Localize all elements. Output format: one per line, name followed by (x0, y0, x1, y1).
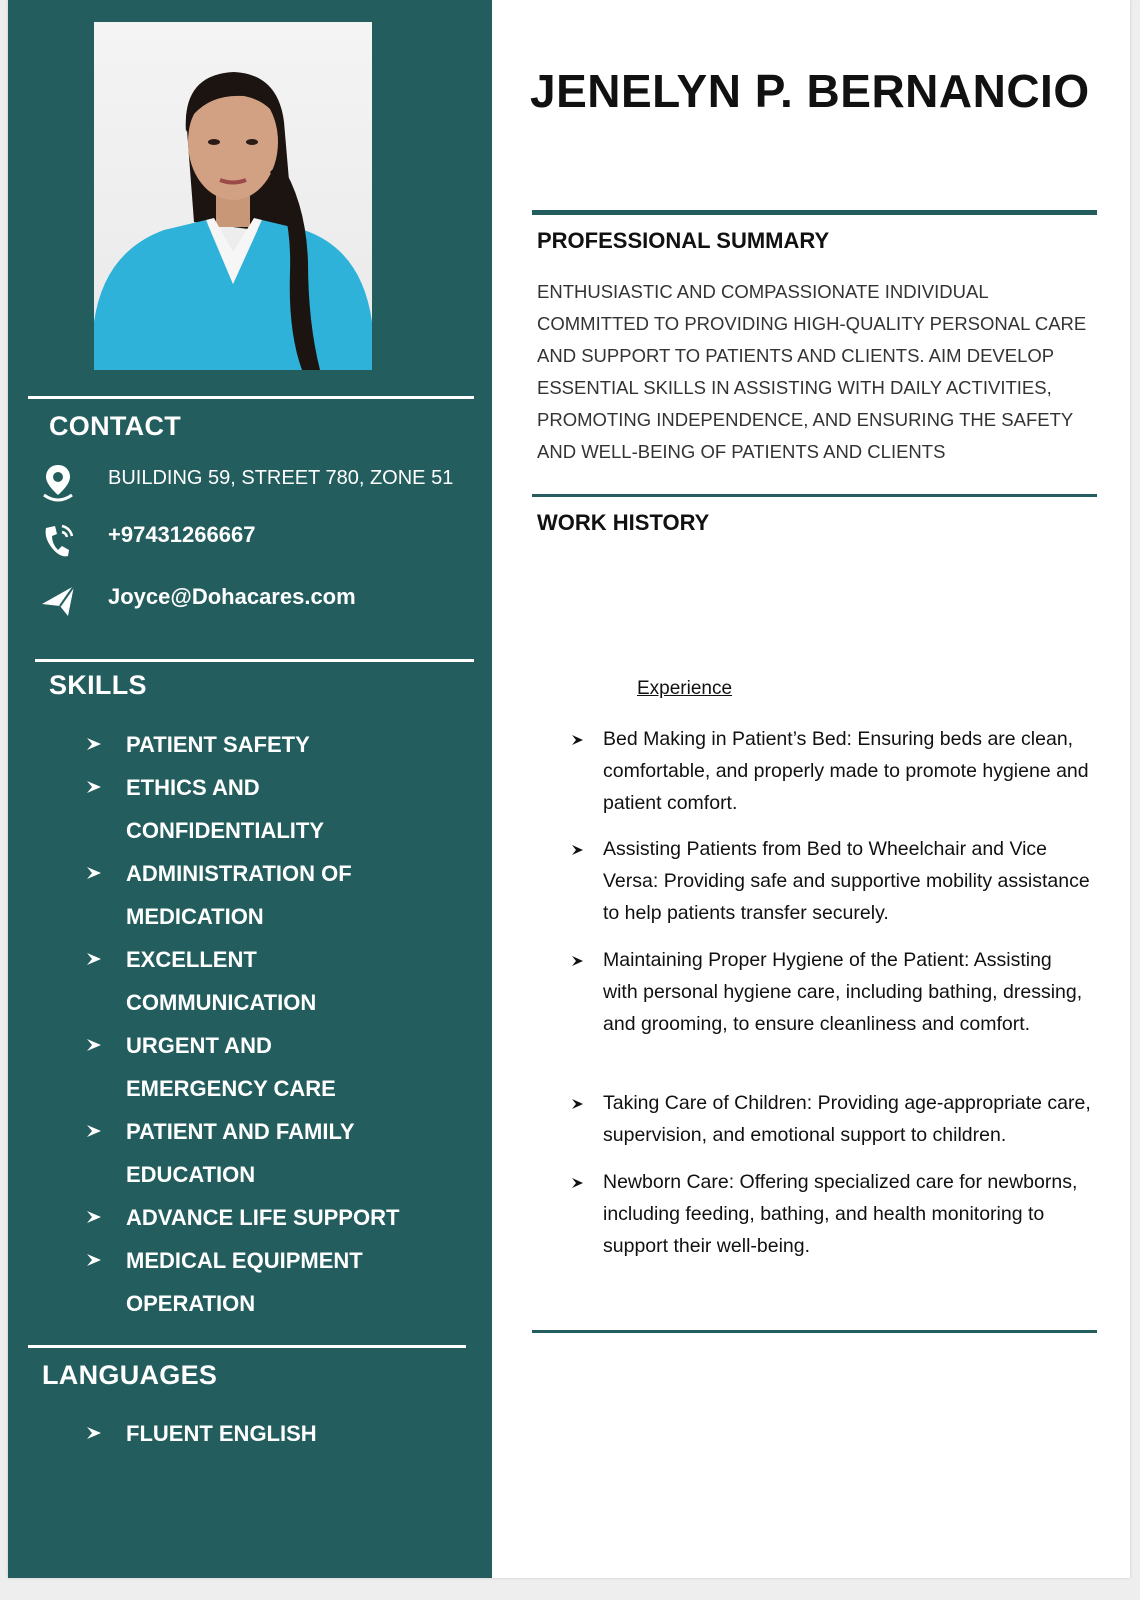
work-heading: WORK HISTORY (537, 510, 710, 535)
contact-email[interactable] (38, 578, 478, 622)
contact-address (38, 461, 478, 505)
send-icon (38, 578, 78, 622)
contact-phone[interactable] (38, 516, 478, 560)
skill-item: ADMINISTRATION OF MEDICATION (86, 852, 486, 938)
arrow-bullet-icon (86, 866, 102, 880)
summary-heading: PROFESSIONAL SUMMARY (537, 228, 830, 253)
phone-icon (38, 516, 78, 560)
location-pin-icon (38, 461, 78, 505)
skill-item: PATIENT SAFETY (86, 723, 486, 766)
experience-title: Experience (637, 678, 733, 699)
arrow-bullet-icon (571, 734, 584, 746)
arrow-bullet-icon (86, 1210, 102, 1224)
arrow-bullet-icon (571, 1177, 584, 1189)
experience-item: Bed Making in Patient’s Bed: Ensuring beds are clean, comfortable, and properly made to promote hygiene and patient comfort. (571, 723, 1091, 819)
summary-text: ENTHUSIASTIC AND COMPASSIONATE INDIVIDUAL COMMITTED TO PROVIDING HIGH-QUALITY PERSONAL CARE AND SUPPORT TO PATIENTS AND CLIENTS. AIM DEVELOP ESSENTIAL SKILLS IN ASSISTING WITH DAILY ACTIVITIES, PROMOTING INDEPENDENCE, AND ENSURING THE SAFETY AND WELL-BEING OF PATIENTS AND CLIENTS (537, 281, 1087, 462)
skill-item: ETHICS AND CONFIDENTIALITY (86, 766, 486, 852)
resume-page (8, 0, 1130, 1578)
skill-item: EXCELLENT COMMUNICATION (86, 938, 486, 1024)
contact-divider (28, 396, 474, 399)
skill-item: MEDICAL EQUIPMENT OPERATION (86, 1239, 486, 1325)
experience-item: Taking Care of Children: Providing age-appropriate care, supervision, and emotional support to children. (571, 1087, 1091, 1151)
skills-heading: SKILLS (49, 670, 147, 700)
language-item: FLUENT ENGLISH (86, 1412, 486, 1455)
arrow-bullet-icon (86, 1253, 102, 1267)
profile-photo (94, 22, 372, 370)
sidebar (8, 0, 492, 1578)
arrow-bullet-icon (571, 955, 584, 967)
arrow-bullet-icon (86, 780, 102, 794)
arrow-bullet-icon (86, 1038, 102, 1052)
summary-divider (532, 210, 1097, 215)
skill-item: ADVANCE LIFE SUPPORT (86, 1196, 486, 1239)
languages-divider (28, 1345, 466, 1348)
arrow-bullet-icon (86, 952, 102, 966)
arrow-bullet-icon (571, 844, 584, 856)
experience-item: Maintaining Proper Hygiene of the Patient: Assisting with personal hygiene care, including bathing, dressing, and grooming, to ensure cleanliness and comfort. (571, 944, 1091, 1040)
skill-item: URGENT AND EMERGENCY CARE (86, 1024, 486, 1110)
experience-item: Newborn Care: Offering specialized care for newborns, including feeding, bathing, and health monitoring to support their well-being. (571, 1166, 1091, 1262)
skills-divider (35, 659, 474, 662)
candidate-name: JENELYN P. BERNANCIO (530, 65, 1090, 117)
arrow-bullet-icon (571, 1098, 584, 1110)
skill-item: PATIENT AND FAMILY EDUCATION (86, 1110, 486, 1196)
phone-text: +97431266667 (108, 522, 256, 547)
contact-heading: CONTACT (49, 411, 182, 441)
arrow-bullet-icon (86, 1426, 102, 1440)
work-divider (532, 494, 1097, 497)
languages-heading: LANGUAGES (42, 1360, 218, 1390)
arrow-bullet-icon (86, 1124, 102, 1138)
arrow-bullet-icon (86, 737, 102, 751)
bottom-divider (532, 1330, 1097, 1333)
address-text: BUILDING 59, STREET 780, ZONE 51 (108, 467, 454, 489)
email-text: Joyce@Dohacares.com (108, 584, 356, 609)
experience-item: Assisting Patients from Bed to Wheelchair and Vice Versa: Providing safe and supportive mobility assistance to help patients transfer securely. (571, 833, 1091, 929)
